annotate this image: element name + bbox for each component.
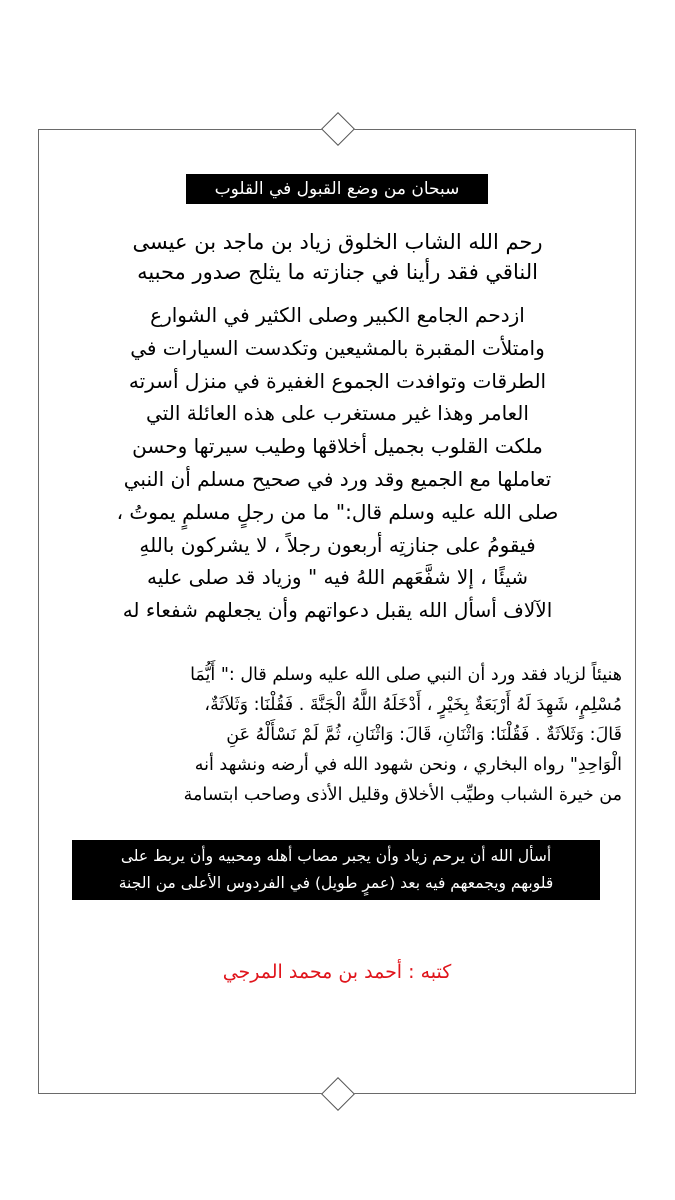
author-signature: كتبه : أحمد بن محمد المرجي [222, 961, 452, 983]
text-line: من خيرة الشباب وطيِّب الأخلاق وقليل الأذى وصاحب ابتسامة [183, 785, 622, 805]
text-line: فيقومُ على جنازتِه أربعون رجلاً ، لا يشركون باللهِ [139, 532, 536, 557]
text-line: الآلاف أسأل الله يقبل دعواتهم وأن يجعلهم شفعاء له [122, 598, 553, 623]
text-line: ملكت القلوب بجميل أخلاقها وطيب سيرتها وحسن [132, 434, 543, 459]
text-line: الْوَاحِدِ" رواه البخاري ، ونحن شهود الله في أرضه ونشهد أنه [194, 755, 622, 775]
text-line: قلوبهم ويجمعهم فيه بعد (عمرٍ طويل) في الفردوس الأعلى من الجنة [118, 874, 554, 892]
text-line: صلى الله عليه وسلم قال:" ما من رجلٍ مسلمٍ يموتُ ، [116, 499, 559, 524]
text-line: العامر وهذا غير مستغرب على هذه العائلة التي [146, 401, 529, 426]
text-line: قَالَ: وَثَلاَثَةٌ . فَقُلْنَا: وَاثْنَانِ، قَالَ: وَاثْنَانِ، ثُمَّ لَمْ نَسْأَلْهُ عَنِ [226, 725, 622, 745]
text-line: ازدحم الجامع الكبير وصلى الكثير في الشوارع [150, 303, 525, 327]
text-line: رحم الله الشاب الخلوق زياد بن ماجد بن عيسى [132, 230, 543, 254]
text-line: مُسْلِمٍ، شَهِدَ لَهُ أَرْبَعَةٌ بِخَيْرٍ ، أَدْخَلَهُ اللَّهُ الْجَنَّةَ . فَقُلْنَا: وَثَلاَثَةٌ، [204, 695, 622, 715]
paragraph-funeral [60, 299, 615, 627]
text-line: وامتلأت المقبرة بالمشيعين وتكدست السيارات في [130, 335, 545, 360]
text-line: الطرقات وتوافدت الجموع الغفيرة في منزل أسرته [128, 368, 547, 393]
paragraph-hadith [52, 660, 622, 810]
text-line: تعاملها مع الجميع وقد ورد في صحيح مسلم أن النبي [123, 466, 552, 491]
text-line: شيئًا ، إلا شفَّعَهم اللهُ فيه " وزياد قد صلى عليه [146, 565, 528, 590]
text-line: هنيئاً لزياد فقد ورد أن النبي صلى الله عليه وسلم قال :" أَيُّمَا [190, 665, 622, 685]
title-banner: سبحان من وضع القبول في القلوب [186, 174, 488, 204]
dua-banner [72, 840, 600, 900]
text-line: أسأل الله أن يرحم زياد وأن يجبر مصاب أهله ومحبيه وأن يربط على [120, 847, 552, 865]
paragraph-intro [60, 227, 615, 287]
text-line: الناقي فقد رأينا في جنازته ما يثلج صدور محبيه [137, 260, 538, 284]
